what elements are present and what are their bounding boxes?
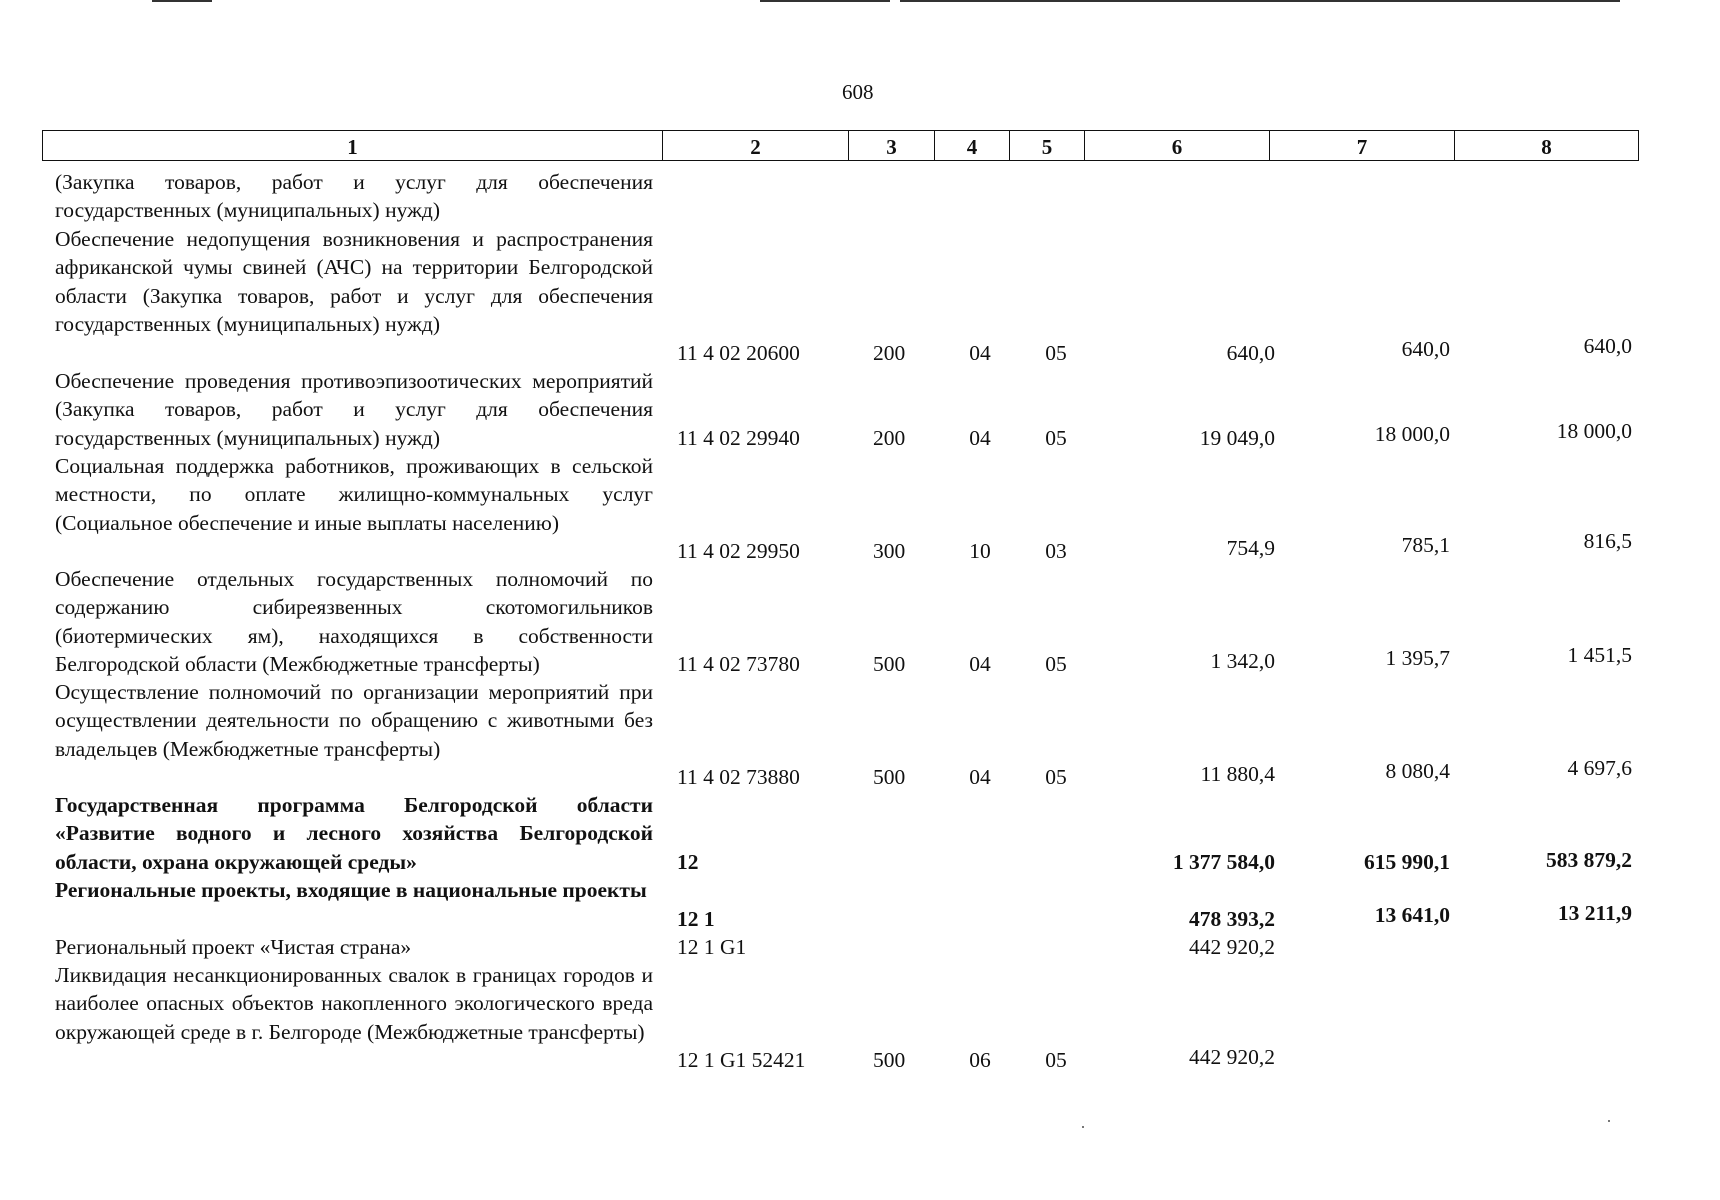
row-description: Обеспечение недопущения возникновения и распространения африканской чумы свиней (АЧС) на территории Белгородской области (Закупка товаров, работ и услуг для обеспечения государственных (муниципальных) нужд) xyxy=(55,227,653,336)
row-type: 200 xyxy=(873,340,906,365)
row-description: Осуществление полномочий по организации мероприятий при осуществлении деятельности по обращению с животными без владельцев (Межбюджетные трансферты) xyxy=(55,680,653,761)
row-subsection: 05 xyxy=(1045,1047,1067,1072)
table-row xyxy=(55,452,1635,565)
row-value-col6: 442 920,2 xyxy=(1189,934,1275,959)
table-row-program xyxy=(55,791,1635,876)
row-value-col7: 18 000,0 xyxy=(1374,421,1450,446)
table-row-projects xyxy=(55,876,1635,933)
header-col-1: 1 xyxy=(43,131,663,160)
row-code: 12 1 G1 xyxy=(677,934,747,959)
row-type: 500 xyxy=(873,1047,906,1072)
row-type: 500 xyxy=(873,651,906,676)
row-value-col8: 1 451,5 xyxy=(1567,642,1632,667)
row-description: Региональный проект «Чистая страна» xyxy=(55,935,412,959)
header-col-7: 7 xyxy=(1270,131,1455,160)
header-col-3: 3 xyxy=(849,131,935,160)
table-row xyxy=(55,367,1635,452)
row-description: (Закупка товаров, работ и услуг для обеспечения государственных (муниципальных) нужд) xyxy=(55,170,653,223)
row-section: 04 xyxy=(969,651,991,676)
row-subsection: 05 xyxy=(1045,425,1067,450)
row-description: Ликвидация несанкционированных свалок в границах городов и наиболее опасных объектов накопленного экологического вреда окружающей среде в г. Белгороде (Межбюджетные трансферты) xyxy=(55,963,653,1044)
table-row xyxy=(55,933,1635,961)
row-description: Обеспечение проведения противоэпизоотических мероприятий (Закупка товаров, работ и услуг для обеспечения государственных (муниципальных) нужд) xyxy=(55,369,653,450)
row-value-col6: 442 920,2 xyxy=(1189,1044,1275,1069)
row-value-col6: 19 049,0 xyxy=(1199,425,1275,450)
row-value-col7: 13 641,0 xyxy=(1374,902,1450,927)
row-subsection: 05 xyxy=(1045,651,1067,676)
top-rule-middle xyxy=(760,0,890,2)
row-type: 200 xyxy=(873,425,906,450)
row-value-col6: 640,0 xyxy=(1226,340,1275,365)
row-value-col6: 1 342,0 xyxy=(1210,648,1275,673)
row-value-col7: 615 990,1 xyxy=(1364,849,1450,874)
header-col-6: 6 xyxy=(1085,131,1270,160)
row-value-col6: 478 393,2 xyxy=(1189,906,1275,931)
row-description: Обеспечение отдельных государственных полномочий по содержанию сибиреязвенных скотомогильников (биотермических ям), находящихся в собственности Белгородской области (Межбюджетные трансферты) xyxy=(55,567,653,676)
table-row xyxy=(55,961,1635,1074)
top-rule-right xyxy=(900,0,1620,2)
row-description: Региональные проекты, входящие в национальные проекты xyxy=(55,878,647,902)
row-value-col8: 13 211,9 xyxy=(1557,900,1632,925)
row-code: 11 4 02 20600 xyxy=(677,340,800,365)
table-row xyxy=(55,565,1635,678)
row-value-col8: 816,5 xyxy=(1583,528,1632,553)
row-section: 04 xyxy=(969,340,991,365)
row-value-col8: 583 879,2 xyxy=(1546,847,1632,872)
row-description: Государственная программа Белгородской области «Развитие водного и лесного хозяйства Белгородской области, охрана окружающей среды» xyxy=(55,793,653,874)
row-subsection: 05 xyxy=(1045,340,1067,365)
table-header xyxy=(42,130,1639,161)
row-description: Социальная поддержка работников, проживающих в сельской местности, по оплате жилищно-коммунальных услуг (Социальное обеспечение и иные выплаты населению) xyxy=(55,454,653,535)
scan-speck xyxy=(1608,1120,1610,1122)
row-value-col6: 754,9 xyxy=(1226,535,1275,560)
table-row xyxy=(55,225,1635,367)
table-row xyxy=(55,678,1635,791)
row-code: 11 4 02 73880 xyxy=(677,764,800,789)
row-value-col8: 640,0 xyxy=(1583,333,1632,358)
row-section: 06 xyxy=(969,1047,991,1072)
header-col-8: 8 xyxy=(1541,135,1552,159)
row-section: 04 xyxy=(969,425,991,450)
row-value-col7: 785,1 xyxy=(1401,532,1450,557)
row-code: 12 1 G1 52421 xyxy=(677,1047,806,1072)
header-col-4: 4 xyxy=(935,131,1010,160)
header-col-5: 5 xyxy=(1010,131,1085,160)
row-subsection: 03 xyxy=(1045,538,1067,563)
row-section: 04 xyxy=(969,764,991,789)
row-value-col8: 4 697,6 xyxy=(1567,755,1632,780)
row-code: 12 1 xyxy=(677,906,715,931)
row-code: 11 4 02 73780 xyxy=(677,651,800,676)
top-rule-left xyxy=(152,0,212,2)
header-col-2: 2 xyxy=(663,131,849,160)
row-type: 500 xyxy=(873,764,906,789)
page-number: 608 xyxy=(842,80,874,104)
row-value-col7: 1 395,7 xyxy=(1385,645,1450,670)
row-code: 11 4 02 29950 xyxy=(677,538,800,563)
table-row xyxy=(55,168,1635,225)
row-subsection: 05 xyxy=(1045,764,1067,789)
row-value-col8: 18 000,0 xyxy=(1556,418,1632,443)
row-value-col6: 1 377 584,0 xyxy=(1172,849,1275,874)
row-code: 12 xyxy=(677,849,699,874)
row-type: 300 xyxy=(873,538,906,563)
row-code: 11 4 02 29940 xyxy=(677,425,800,450)
row-value-col7: 640,0 xyxy=(1401,336,1450,361)
row-value-col7: 8 080,4 xyxy=(1385,758,1450,783)
row-section: 10 xyxy=(969,538,991,563)
row-value-col6: 11 880,4 xyxy=(1200,761,1275,786)
scan-speck xyxy=(1082,1126,1084,1128)
